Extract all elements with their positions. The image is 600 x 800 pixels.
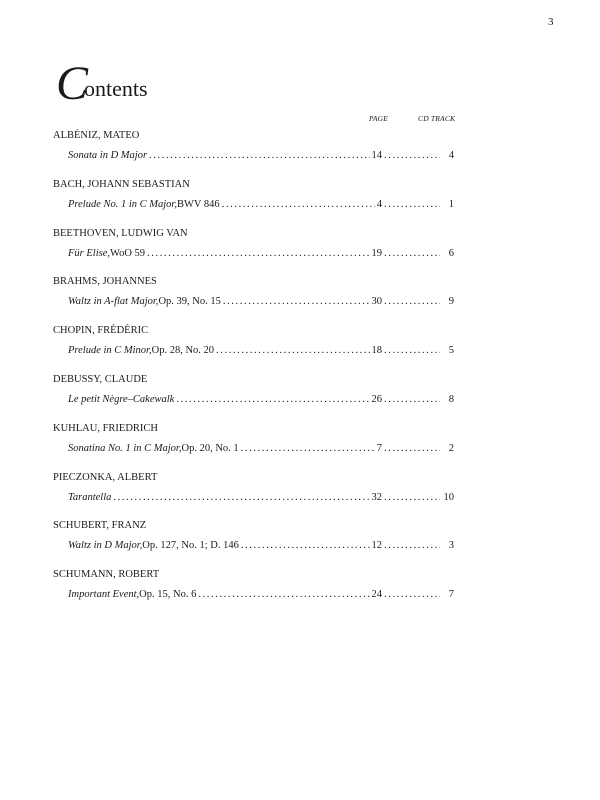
list-item xyxy=(0,374,600,423)
work-line xyxy=(68,344,454,357)
work-line xyxy=(68,539,454,552)
work-title: Tarantella xyxy=(68,491,112,503)
work-title: Sonatina No. 1 in C Major, xyxy=(68,442,182,454)
dot-leader xyxy=(384,393,440,406)
page-number: 3 xyxy=(548,16,554,28)
work-title: Sonata in D Major xyxy=(68,150,148,161)
column-headers xyxy=(0,114,600,126)
work-line xyxy=(68,198,454,211)
work-suffix: Op. 15, No. 6 xyxy=(139,589,197,601)
list-item xyxy=(0,520,600,569)
track-number: 10 xyxy=(443,491,454,503)
track-number: 4 xyxy=(448,150,454,161)
composer-name: KUHLAU, FRIEDRICH xyxy=(53,422,158,434)
work-title: Prelude in C Minor, xyxy=(68,345,152,357)
work-suffix: Op. 39, No. 15 xyxy=(158,296,221,308)
work-suffix: Op. 28, No. 20 xyxy=(151,345,215,357)
work-line xyxy=(68,491,454,504)
track-number: 9 xyxy=(448,296,454,308)
work-line xyxy=(68,295,454,308)
dot-leader xyxy=(384,295,440,308)
track-number: 3 xyxy=(448,540,454,552)
work-line xyxy=(68,393,454,406)
title-initial: C xyxy=(56,57,89,110)
contents-list xyxy=(0,130,600,618)
dot-leader xyxy=(216,344,369,357)
dot-leader xyxy=(198,588,369,601)
column-header-cd-track: CD TRACK xyxy=(418,114,456,123)
work-suffix: Op. 127, No. 1; D. 146 xyxy=(142,540,239,552)
composer-name: PIECZONKA, ALBERT xyxy=(53,471,158,483)
composer-name: CHOPIN, FRÉDÉRIC xyxy=(53,325,149,337)
composer-name: BRAHMS, JOHANNES xyxy=(53,276,157,288)
track-number: 6 xyxy=(448,247,454,259)
dot-leader xyxy=(384,247,440,260)
list-item xyxy=(0,472,600,521)
page-reference: 32 xyxy=(371,491,382,503)
page-reference: 24 xyxy=(371,589,382,601)
composer-name: DEBUSSY, CLAUDE xyxy=(53,373,148,385)
track-number: 5 xyxy=(448,345,454,357)
work-suffix: BWV 846 xyxy=(176,198,220,210)
dot-leader xyxy=(384,588,440,601)
page-reference: 7 xyxy=(376,442,382,454)
work-title: Prelude No. 1 in C Major, xyxy=(68,198,177,210)
dot-leader xyxy=(149,149,369,162)
track-number: 1 xyxy=(448,198,454,210)
page-reference: 26 xyxy=(371,393,382,405)
list-item xyxy=(0,423,600,472)
work-title: Für Elise, xyxy=(68,247,110,259)
page-reference: 12 xyxy=(371,540,382,552)
work-line xyxy=(68,588,454,601)
list-item xyxy=(0,569,600,618)
track-number: 2 xyxy=(448,442,454,454)
dot-leader xyxy=(147,247,369,260)
list-item xyxy=(0,325,600,374)
list-item xyxy=(0,276,600,325)
composer-name: BEETHOVEN, LUDWIG VAN xyxy=(53,227,188,239)
page-reference: 19 xyxy=(371,247,382,259)
dot-leader xyxy=(384,539,440,552)
page-reference: 14 xyxy=(371,150,382,161)
page-reference: 18 xyxy=(371,345,382,357)
composer-name: SCHUBERT, FRANZ xyxy=(53,520,147,532)
dot-leader xyxy=(384,149,440,162)
page-reference: 4 xyxy=(376,198,382,210)
work-line xyxy=(68,149,454,162)
dot-leader xyxy=(241,539,370,552)
dot-leader xyxy=(241,442,375,455)
work-title: Le petit Nègre–Cakewalk xyxy=(68,393,175,405)
composer-name: ALBÉNIZ, MATEO xyxy=(53,130,140,141)
work-suffix: WoO 59 xyxy=(110,247,146,259)
composer-name: BACH, JOHANN SEBASTIAN xyxy=(53,178,190,190)
composer-name: SCHUMANN, ROBERT xyxy=(53,569,160,581)
work-suffix: Op. 20, No. 1 xyxy=(181,442,239,454)
work-line xyxy=(68,247,454,260)
list-item xyxy=(0,179,600,228)
work-title: Waltz in A-flat Major, xyxy=(68,296,159,308)
dot-leader xyxy=(223,295,370,308)
list-item xyxy=(0,228,600,277)
work-title: Important Event, xyxy=(68,589,140,601)
track-number: 7 xyxy=(448,589,454,601)
track-number: 8 xyxy=(448,393,454,405)
list-item xyxy=(0,130,600,179)
column-header-page: PAGE xyxy=(369,114,388,123)
dot-leader xyxy=(384,491,440,504)
dot-leader xyxy=(176,393,369,406)
dot-leader xyxy=(384,442,440,455)
dot-leader xyxy=(384,198,440,211)
dot-leader xyxy=(113,491,369,504)
page-reference: 30 xyxy=(371,296,382,308)
title-rest: ontents xyxy=(84,76,148,101)
dot-leader xyxy=(384,344,440,357)
dot-leader xyxy=(222,198,375,211)
work-line xyxy=(68,442,454,455)
work-title: Waltz in D Major, xyxy=(68,540,143,552)
